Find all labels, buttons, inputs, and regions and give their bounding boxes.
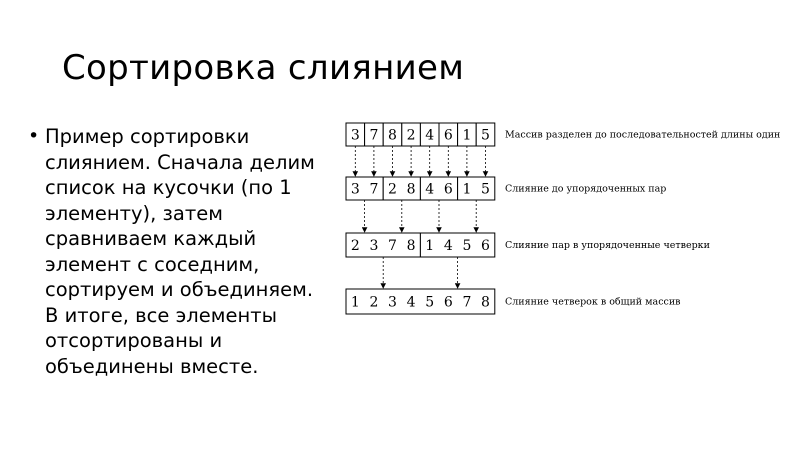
array-group-box [346, 289, 495, 314]
bullet-paragraph: Пример сортировки слиянием. Сначала делим список на кусочки (по 1 элементу), затем сравниваем каждый элемент с соседним, сортируем и объединяем. В итоге, все элементы отсортированы и объединены вместе. [45, 125, 315, 378]
array-cell-value: 8 [481, 294, 490, 311]
array-cell-value: 6 [443, 294, 453, 311]
array-cell-value: 3 [388, 294, 397, 311]
row-caption: Массив разделен до последовательностей длины один [505, 129, 781, 141]
array-cell-value: 1 [425, 238, 435, 254]
array-cell-value: 7 [388, 238, 397, 254]
array-cell-value: 3 [350, 181, 360, 198]
array-cell-value: 1 [350, 294, 360, 311]
array-cell-value: 5 [481, 127, 490, 144]
array-cell-value: 3 [369, 238, 379, 254]
array-cell-value: 8 [406, 238, 416, 254]
array-cell-value: 2 [388, 181, 397, 198]
array-cell-value: 8 [406, 181, 416, 198]
array-cell-value: 2 [350, 238, 360, 254]
array-cell-value: 4 [425, 127, 435, 144]
array-cell-value: 4 [425, 181, 435, 198]
array-cell-value: 5 [425, 294, 435, 311]
array-cell-value: 3 [350, 127, 360, 144]
array-cell-value: 7 [369, 127, 379, 144]
bullet-glyph: • [28, 125, 40, 147]
slide-title: Сортировка слиянием [62, 48, 465, 88]
array-cell-value: 7 [369, 181, 379, 198]
array-cell-value: 4 [406, 294, 416, 311]
array-cell-value: 6 [443, 181, 453, 198]
array-cell-value: 5 [481, 181, 490, 198]
array-cell-value: 1 [462, 181, 472, 198]
array-cell-value: 1 [462, 127, 472, 144]
array-cell-value: 5 [462, 238, 472, 254]
array-cell-value: 8 [388, 127, 397, 144]
array-cell-value: 6 [481, 238, 490, 254]
array-cell-value: 6 [443, 127, 453, 144]
row-caption: Слияние до упорядоченных пар [505, 183, 667, 195]
row-caption: Слияние пар в упорядоченные четверки [505, 240, 710, 251]
array-cell-value: 7 [462, 294, 472, 311]
array-cell-value: 2 [369, 294, 379, 311]
row-caption: Слияние четверок в общий массив [505, 296, 681, 308]
array-cell-value: 2 [406, 127, 416, 144]
array-cell-value: 4 [443, 238, 453, 254]
